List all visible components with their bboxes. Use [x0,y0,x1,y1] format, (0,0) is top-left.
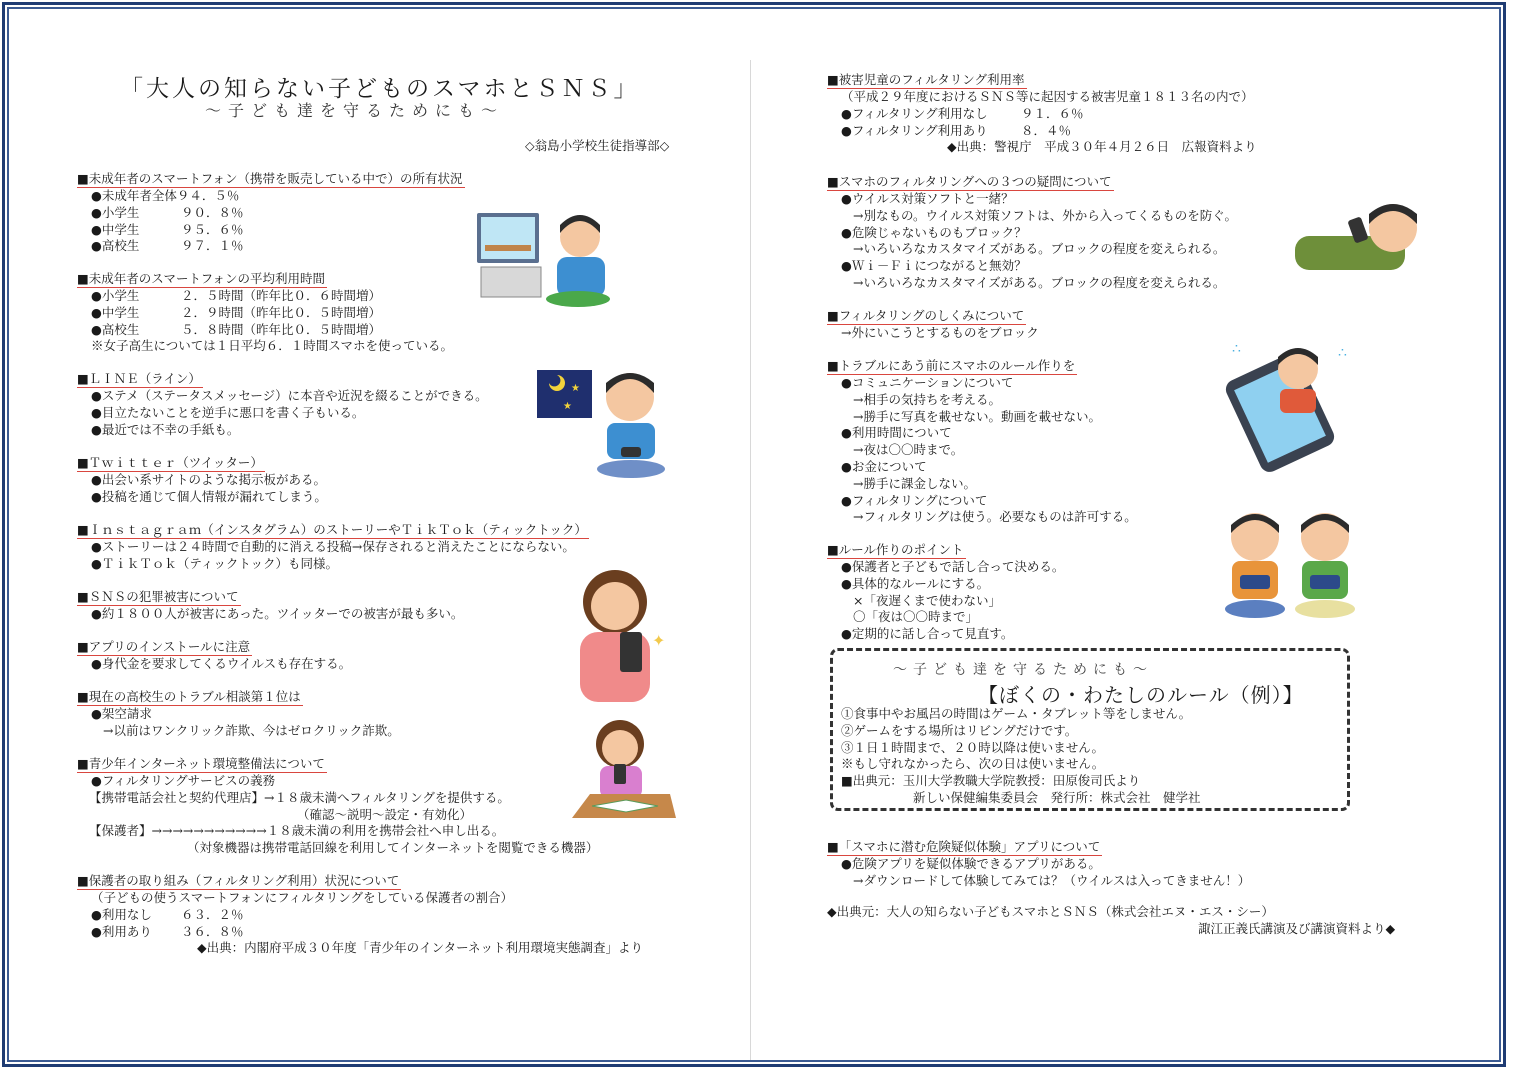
two-children-gaming-illustration [1220,505,1380,623]
section-heading: ■ルール作りのポイント [827,542,964,557]
section-sns-crime: ■ＳＮＳの犯罪被害について ●約１８００人が被害にあった。ツイッターでの被害が最も多い。 [77,589,464,621]
section-rule-points: ■ルール作りのポイント ●保護者と子どもで話し合って決める。 ●具体的なルールにする。 ×「夜遅くまで使わない」 〇「夜は〇〇時まで」 ●定期的に話し合って見直す。 [827,542,1065,642]
section-line: ■ＬＩＮＥ（ライン） ●ステメ（ステータスメッセージ）に本音や近況を綴ることができる。 ●目立たないことを逆手に悪口を書く子もいる。 ●最近では不幸の手紙も。 [77,371,488,437]
section-heading: ■被害児童のフィルタリング利用率 [827,72,1025,87]
section-ownership: ■未成年者のスマートフォン（携帯を販売している中で）の所有状況 ●未成年者全体９４．５％ ●小学生 ９０．８％ ●中学生 ９５．６％ ●高校生 ９７．１％ [77,171,463,254]
section-heading: ■保護者の取り組み（フィルタリング利用）状況について [77,873,400,888]
section-heading: ■ＬＩＮＥ（ライン） [77,371,201,386]
section-heading: ■Ｔｗｉｔｔｅｒ（ツイッター） [77,455,263,470]
section-rule-making: ■トラブルにあう前にスマホのルール作りを ●コミュニケーションについて →相手の気持ちを考える。 →勝手に写真を載せない。動画を載せない。 ●利用時間について →夜は〇〇時まで。 ●お金について →勝手に課金しない。 ●フィルタリングについて →フィルタリングは使う。必要なものは許可する。 [827,358,1137,525]
svg-text:✦: ✦ [652,631,666,650]
section-heading: ■Ｉｎｓｔａｇｒａｍ（インスタグラム）のストーリーやＴｉｋＴｏｋ（ティックトック） [77,522,587,537]
section-heading: ■トラブルにあう前にスマホのルール作りを [827,358,1076,373]
section-danger-app: ■「スマホに潜む危険疑似体験」アプリについて ●危険アプリを疑似体験できるアプリがある。 →ダウンロードして体験してみては？（ウイルスは入ってきません！） [827,839,1251,888]
section-heading: ■青少年インターネット環境整備法について [77,756,325,771]
rules-box-heading: 【ぼくの・わたしのルール（例）】 [978,683,1304,707]
section-highschool-trouble: ■現在の高校生のトラブル相談第１位は ●架空請求 →以前はワンクリック詐欺、今はゼロクリック詐欺。 [77,689,400,738]
section-app-install: ■アプリのインストールに注意 ●身代金を要求してくるウイルスも存在する。 [77,639,352,671]
gamepad-icon [621,447,641,457]
source-note: ◆出典：内閣府平成３０年度「青少年のインターネット利用環境実態調査」より [197,940,643,956]
section-heading: ■「スマホに潜む危険疑似体験」アプリについて [827,839,1101,854]
game-console-icon [481,267,541,297]
girl-studying-illustration [570,716,680,826]
footer-source-2: 諏江正義氏講演及び講演資料より◆ [1198,921,1396,936]
school-name: ◇翁島小学校生徒指導部◇ [525,138,670,153]
child-night-game-illustration [535,365,670,485]
section-twitter: ■Ｔｗｉｔｔｅｒ（ツイッター） ●出会い系サイトのような掲示板がある。 ●投稿を通じて個人情報が漏れてしまう。 [77,455,327,504]
section-heading: ■スマホのフィルタリングへの３つの疑問について [827,174,1112,189]
note: ※女子高生については１日平均６．１時間スマホを使っている。 [91,338,454,354]
section-filtering-mechanism: ■フィルタリングのしくみについて →外にいこうとするものをブロック [827,308,1039,340]
footer-source: ◆出典元：大人の知らない子どもスマホとＳＮＳ（株式会社エヌ・エス・シー） [827,904,1274,919]
child-lying-smartphone-illustration [1285,192,1425,277]
section-internet-law: ■青少年インターネット環境整備法について ●フィルタリングサービスの義務 【携帯電話会社と契約代理店】→１８歳未満へフィルタリングを提供する。 （確認～説明～設定・有効化） 【保護者】→→→→→→→→→→→１８歳未満の利用を携帯会社へ申し出る。 （対象機器は携帯電話回線を利用してインターネットを閲覧できる機器） [77,756,599,856]
page-subtitle: ～子ども達を守るためにも～ [205,101,505,120]
child-smartphone-trouble-illustration [1220,333,1360,468]
svg-text:★: ★ [571,383,580,394]
section-parent-filtering: ■保護者の取り組み（フィルタリング利用）状況について （子どもの使うスマートフォンにフィルタリングをしている保護者の割合） ●利用なし ６３．２％ ●利用あり ３６．８％ ◆出典：内閣府平成３０年度「青少年のインターネット利用環境実態調査」より [77,873,643,956]
section-usage-time: ■未成年者のスマートフォンの平均利用時間 ●小学生 ２．５時間（昨年比０．６時間増） ●中学生 ２．９時間（昨年比０．５時間増） ●高校生 ５．８時間（昨年比０．５時間増） ※女子高生については１日平均６．１時間スマホを使っている。 [77,271,454,354]
section-heading: ■未成年者のスマートフォンの平均利用時間 [77,271,326,286]
svg-text:∴: ∴ [1232,341,1241,357]
girl-smartphone-illustration [570,562,670,704]
section-heading: ■アプリのインストールに注意 [77,639,251,654]
section-heading: ■フィルタリングのしくみについて [827,308,1025,323]
page-title: 「大人の知らない子どものスマホとＳＮＳ」 [120,76,640,102]
example-rules-box: ～子ども達を守るためにも～ 【ぼくの・わたしのルール（例）】 ①食事中やお風呂の時間はゲーム・タブレット等をしません。 ②ゲームをする場所はリビングだけです。 ③１日１時間まで、２０時以降は使いません。 ※もし守れなかったら、次の日は使いません。 ■出典元：玉川大学教職大学院教授：田原俊司氏より 新しい保健編集委員会 発行所：株式会社 健学社 [830,648,1350,811]
handheld-game-icon [1310,575,1340,589]
section-victim-filtering: ■被害児童のフィルタリング利用率 （平成２９年度におけるＳＮＳ等に起因する被害児童１８１３名の内で） ●フィルタリング利用なし ９１．６％ ●フィルタリング利用あり ８．４％ ◆出典：警視庁 平成３０年４月２６日 広報資料より [827,72,1257,155]
child-playing-game-illustration [475,205,615,310]
page-fold [750,60,751,1060]
section-three-questions: ■スマホのフィルタリングへの３つの疑問について ●ウイルス対策ソフトと一緒？ →別なもの。ウイルス対策ソフトは、外から入ってくるものを防ぐ。 ●危険じゃないものもブロック？ →いろいろなカスタマイズがある。ブロックの程度を変えられる。 ●Ｗｉ－Ｆｉにつながると無効？ →いろいろなカスタマイズがある。ブロックの程度を変えられる。 [827,174,1237,290]
section-heading: ■現在の高校生のトラブル相談第１位は [77,689,301,704]
svg-text:★: ★ [563,401,572,412]
handheld-game-icon [1240,575,1270,589]
svg-text:∴: ∴ [1338,345,1347,361]
smartphone-icon [620,632,642,672]
source-note: ◆出典：警視庁 平成３０年４月２６日 広報資料より [947,139,1257,155]
section-heading: ■ＳＮＳの犯罪被害について [77,589,239,604]
rules-box-title: ～子ども達を守るためにも～ [893,662,1153,678]
section-instagram: ■Ｉｎｓｔａｇｒａｍ（インスタグラム）のストーリーやＴｉｋＴｏｋ（ティックトック） ●ストーリーは２４時間で自動的に消える投稿→保存されると消えたことにならない。 ●ＴｉｋＴｏｋ（ティックトック）も同様。 [77,522,587,571]
section-heading: ■未成年者のスマートフォン（携帯を販売している中で）の所有状況 [77,171,463,186]
